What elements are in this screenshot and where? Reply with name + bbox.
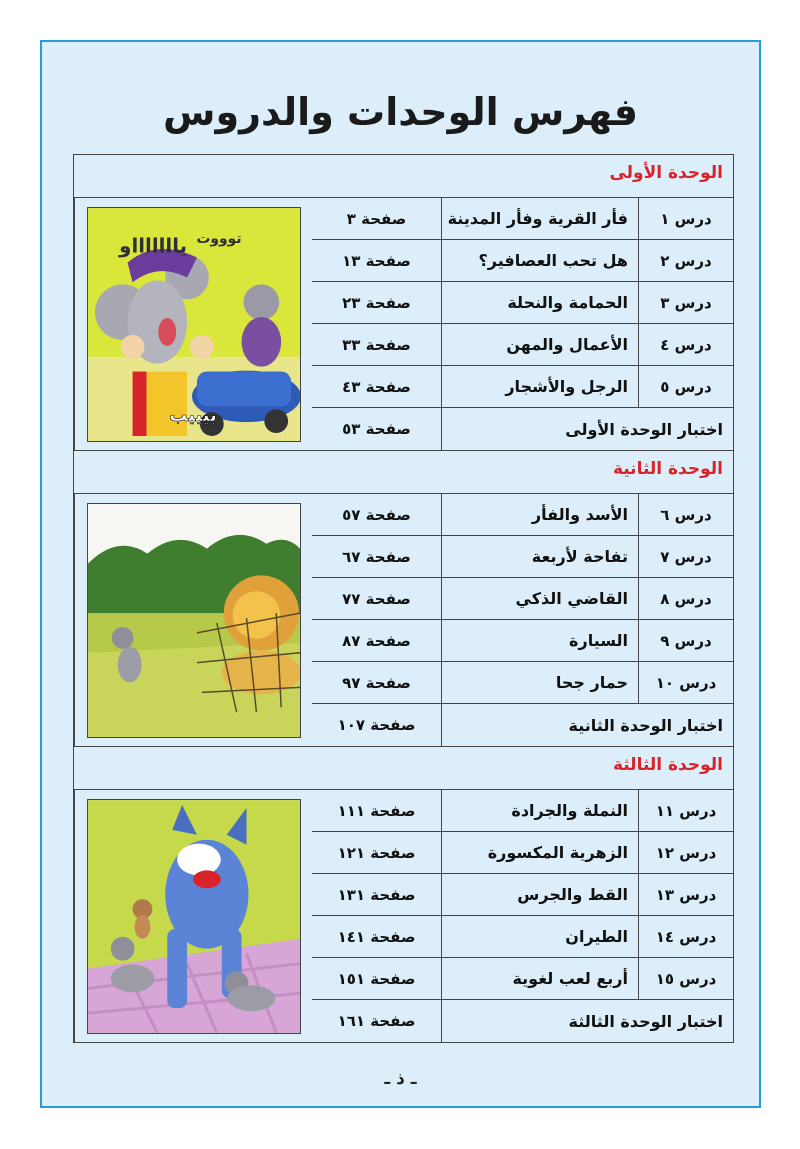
lesson-row[interactable] bbox=[312, 620, 733, 662]
lesson-page: صفحة ٧٧ bbox=[342, 589, 411, 608]
unit-test-row[interactable] bbox=[312, 704, 733, 746]
unit-test-page: صفحة ٥٣ bbox=[342, 420, 411, 438]
unit-3-illustration-cell bbox=[74, 790, 312, 1042]
unit-1-title: الوحدة الأولى bbox=[609, 163, 723, 183]
lesson-page: صفحة ١١١ bbox=[337, 801, 416, 820]
lesson-title: القاضي الذكي bbox=[441, 578, 638, 619]
unit-test-title: اختبار الوحدة الأولى bbox=[441, 408, 733, 450]
lesson-number: درس ٢ bbox=[638, 240, 733, 281]
lesson-number: درس ١٤ bbox=[638, 916, 733, 957]
lesson-row[interactable] bbox=[312, 366, 733, 408]
unit-test-title: اختبار الوحدة الثالثة bbox=[441, 1000, 733, 1042]
lesson-title: الرجل والأشجار bbox=[441, 366, 638, 407]
lesson-title: هل تحب العصافير؟ bbox=[441, 240, 638, 281]
lesson-page: صفحة ٩٧ bbox=[342, 673, 411, 692]
lesson-page: صفحة ٦٧ bbox=[342, 547, 411, 566]
lesson-title: فأر القرية وفأر المدينة bbox=[441, 198, 638, 239]
lesson-number: درس ٧ bbox=[638, 536, 733, 577]
lesson-number: درس ١ bbox=[638, 198, 733, 239]
unit-1-header bbox=[74, 155, 733, 198]
lesson-page: صفحة ٤٣ bbox=[342, 377, 411, 396]
lesson-row[interactable] bbox=[312, 324, 733, 366]
unit-1-body bbox=[74, 198, 733, 451]
lesson-title: أربع لعب لغوية bbox=[441, 958, 638, 999]
lesson-row[interactable] bbox=[312, 240, 733, 282]
lesson-title: الزهرية المكسورة bbox=[441, 832, 638, 873]
lesson-title: القط والجرس bbox=[441, 874, 638, 915]
lesson-row[interactable] bbox=[312, 578, 733, 620]
illustration-text-side: توووت bbox=[195, 230, 242, 247]
lesson-number: درس ١٢ bbox=[638, 832, 733, 873]
unit-test-page: صفحة ١٠٧ bbox=[337, 716, 416, 734]
lesson-row[interactable] bbox=[312, 874, 733, 916]
lesson-row[interactable] bbox=[312, 916, 733, 958]
lesson-number: درس ١٠ bbox=[638, 662, 733, 703]
lesson-row[interactable] bbox=[312, 536, 733, 578]
cartoon-lion-net-mouse-icon bbox=[88, 504, 300, 737]
lesson-number: درس ٣ bbox=[638, 282, 733, 323]
page-number: ـ ذ ـ bbox=[384, 1069, 417, 1089]
unit-2-body bbox=[74, 494, 733, 747]
lesson-page: صفحة ١٣ bbox=[342, 251, 411, 270]
unit-test-row[interactable] bbox=[312, 1000, 733, 1042]
lesson-page: صفحة ٥٧ bbox=[342, 505, 411, 524]
lesson-page: صفحة ١٢١ bbox=[337, 843, 416, 862]
cartoon-cat-mice-icon bbox=[88, 800, 300, 1033]
lesson-page: صفحة ٣ bbox=[346, 209, 407, 228]
lesson-row[interactable] bbox=[312, 662, 733, 704]
unit-2-title: الوحدة الثانية bbox=[612, 459, 723, 479]
lesson-row[interactable] bbox=[312, 790, 733, 832]
unit-3-title: الوحدة الثالثة bbox=[612, 755, 723, 775]
unit-2-header bbox=[74, 451, 733, 494]
lesson-number: درس ١٥ bbox=[638, 958, 733, 999]
lesson-number: درس ١١ bbox=[638, 790, 733, 831]
lesson-title: السيارة bbox=[441, 620, 638, 661]
lesson-title: حمار جحا bbox=[441, 662, 638, 703]
unit-1-illustration-cell bbox=[74, 198, 312, 450]
unit-test-title: اختبار الوحدة الثانية bbox=[441, 704, 733, 746]
lesson-row[interactable] bbox=[312, 282, 733, 324]
illustration-text-bottom: بيييب bbox=[168, 404, 217, 426]
unit-1-lessons bbox=[312, 198, 733, 450]
unit-2-lessons bbox=[312, 494, 733, 746]
lesson-title: الطيران bbox=[441, 916, 638, 957]
lesson-title: الحمامة والنحلة bbox=[441, 282, 638, 323]
illustration-text-top: ياااااااو bbox=[118, 234, 187, 258]
lesson-page: صفحة ٨٧ bbox=[342, 631, 411, 650]
lesson-row[interactable] bbox=[312, 958, 733, 1000]
cartoon-mouse-car-illustration bbox=[87, 207, 301, 442]
toc-table bbox=[73, 154, 734, 1043]
lesson-page: صفحة ٣٣ bbox=[342, 335, 411, 354]
unit-3-lessons bbox=[312, 790, 733, 1042]
lesson-page: صفحة ١٥١ bbox=[337, 969, 416, 988]
lesson-title: الأعمال والمهن bbox=[441, 324, 638, 365]
page-title: فهرس الوحدات والدروس bbox=[163, 90, 638, 134]
lesson-number: درس ٩ bbox=[638, 620, 733, 661]
lesson-number: درس ١٣ bbox=[638, 874, 733, 915]
cartoon-mouse-car-icon bbox=[88, 208, 300, 441]
unit-test-page: صفحة ١٦١ bbox=[337, 1012, 416, 1030]
lesson-row[interactable] bbox=[312, 832, 733, 874]
cartoon-lion-net-mouse-illustration bbox=[87, 503, 301, 738]
lesson-title: النملة والجرادة bbox=[441, 790, 638, 831]
unit-3-header bbox=[74, 747, 733, 790]
lesson-title: تفاحة لأربعة bbox=[441, 536, 638, 577]
unit-3-body bbox=[74, 790, 733, 1042]
lesson-page: صفحة ١٣١ bbox=[337, 885, 416, 904]
lesson-number: درس ٦ bbox=[638, 494, 733, 535]
cartoon-cat-mice-illustration bbox=[87, 799, 301, 1034]
page-frame bbox=[40, 40, 761, 1108]
unit-test-row[interactable] bbox=[312, 408, 733, 450]
lesson-row[interactable] bbox=[312, 198, 733, 240]
lesson-title: الأسد والفأر bbox=[441, 494, 638, 535]
lesson-page: صفحة ١٤١ bbox=[337, 927, 416, 946]
lesson-number: درس ٥ bbox=[638, 366, 733, 407]
unit-2-illustration-cell bbox=[74, 494, 312, 746]
lesson-page: صفحة ٢٣ bbox=[342, 293, 411, 312]
lesson-number: درس ٤ bbox=[638, 324, 733, 365]
lesson-row[interactable] bbox=[312, 494, 733, 536]
lesson-number: درس ٨ bbox=[638, 578, 733, 619]
